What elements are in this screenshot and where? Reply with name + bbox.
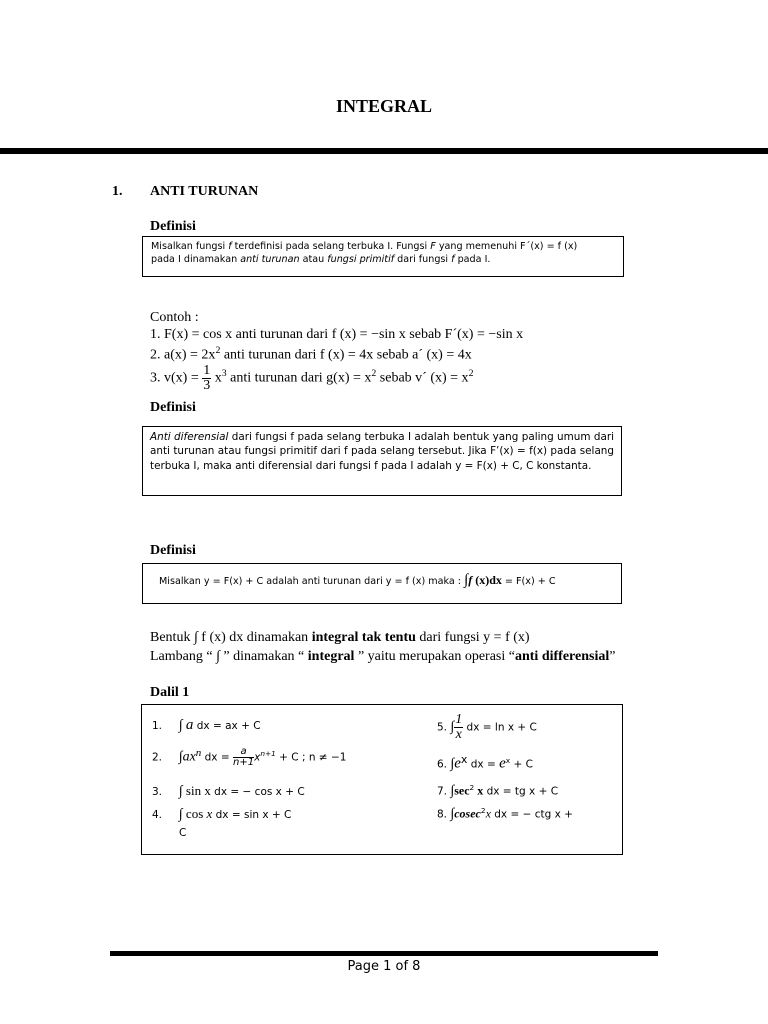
formula-2: 2. $\int ax^n$ dx = $\frac{a}{n+1}$ $x^{n+1} + C$ ; n ≠ −1 [152,746,347,768]
example-2: 2. $a(x) = 2x^2$ anti turunan dari f (x) = 4x sebab a´ (x) = 4x [150,345,472,363]
dalil-box [141,704,623,855]
title-rule [0,148,768,154]
definition-text-2: Anti diferensial dari fungsi f pada selang terbuka I adalah bentuk yang paling umum dari anti turunan atau fungsi primitif dari f pada selang tersebut. Jika F’(x) = f(x) pada selang terbuka I, maka anti diferensial dari fungsi f pada I adalah y = F(x) + C, C konstanta. [150,431,614,472]
formula-3: 3. ∫ sin x dx = − cos x + C [152,783,305,799]
example-1: 1. F(x) = cos x anti turunan dari f (x) = −sin x sebab F´(x) = −sin x [150,327,524,342]
bentuk-line: Bentuk ∫ f (x) dx dinamakan integral tak tentu dari fungsi y = f (x) [150,630,530,645]
fraction-one-third: $\frac{1}{3}$ [203,363,211,393]
section-number: 1. [112,184,123,199]
definition-text-3: Misalkan y = F(x) + C adalah anti turunan dari y = f (x) maka : ∫f (x)dx = F(x) + C [159,572,556,588]
definisi-label-2: Definisi [150,400,196,415]
formula-6: 6. $\int e^x$ dx = $e^x + C$ [437,753,533,772]
definisi-label-1: Definisi [150,219,196,234]
formula-4-wrap: C [179,827,187,839]
page-number: Page 1 of 8 [347,959,421,974]
fraction-1-over-x: $\frac{1}{x}$ [455,712,463,742]
definition-box-1 [142,236,624,277]
formula-7: 7. $\int\sec^2$ x dx = tg x + C [437,783,559,799]
fraction-a-over-n1: $\frac{a}{n+1}$ [233,746,255,768]
formula-1: 1. ∫ a dx = ax + C [152,717,261,733]
example-3: 3. v(x) = $\frac{1}{3}$ $x^3$ anti turunan dari $g(x) = x^2$ sebab v´ $(x) = x^2$ [150,363,474,393]
contoh-label: Contoh : [150,310,199,325]
formula-5: 5. ∫ $\frac{1}{x}$ dx = ln x + C [437,712,537,742]
section-title: ANTI TURUNAN [150,184,259,199]
lambang-line: Lambang “ ∫ ” dinamakan “ integral ” yaitu merupakan operasi “anti differensial” [150,649,616,664]
formula-8: 8. ∫cosec$^2$x dx = − ctg x + [437,806,573,822]
page-title: INTEGRAL [335,96,433,116]
definisi-label-3: Definisi [150,543,196,558]
footer-rule [110,951,658,956]
definition-text-1: Misalkan fungsi f terdefinisi pada selang terbuka I. Fungsi F yang memenuhi F´(x) = f (x) pada I dinamakan anti turunan atau fungsi primitif dari fungsi f pada I. [151,241,578,265]
dalil-label: Dalil 1 [150,685,190,700]
formula-4: 4. ∫ cos x dx = sin x + C [152,806,292,822]
definition-box-3 [142,563,622,604]
definition-box-2 [142,426,622,496]
